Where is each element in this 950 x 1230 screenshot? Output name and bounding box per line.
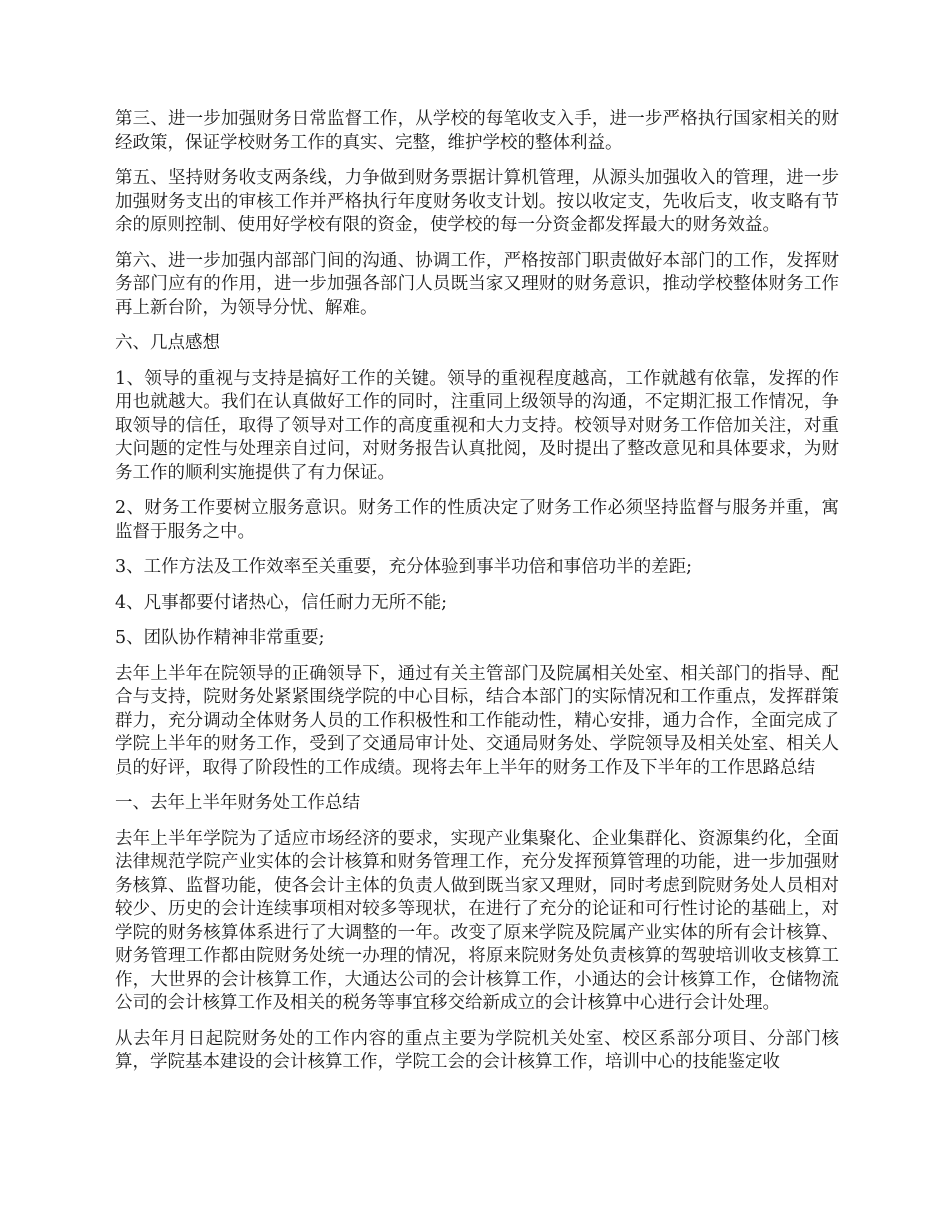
paragraph-item-5: 第五、坚持财务收支两条线，力争做到财务票据计算机管理，从源头加强收入的管理，进一步加强财务支出的审核工作并严格执行年度财务收支计划。按以收定支，先收后支，收支略有节余的原则控制、使用好学校有限的资金，使学校的每一分资金都发挥最大的财务效益。 (115, 168, 839, 235)
paragraph-item-3: 第三、进一步加强财务日常监督工作，从学校的每笔收支入手，进一步严格执行国家相关的财经政策，保证学校财务工作的真实、完整，维护学校的整体利益。 (115, 109, 839, 153)
work-content-paragraph: 从去年月日起院财务处的工作内容的重点主要为学院机关处室、校区系部分项目、分部门核算，学院基本建设的会计核算工作，学院工会的会计核算工作，培训中心的技能鉴定收 (115, 1028, 839, 1072)
reflection-item-1: 1、领导的重视与支持是搞好工作的关键。领导的重视程度越高，工作就越有依靠，发挥的作用也就越大。我们在认真做好工作的同时，注重同上级领导的沟通，不定期汇报工作情况，争取领导的信任，取得了领导对工作的高度重视和大力支持。校领导对财务工作倍加关注，对重大问题的定性与处理亲自过问，对财务报告认真批阅，及时提出了整改意见和具体要求，为财务工作的顺利实施提供了有力保证。 (115, 368, 839, 483)
section-heading-reflections: 六、几点感想 (115, 333, 220, 353)
reflection-item-2: 2、财务工作要树立服务意识。财务工作的性质决定了财务工作必须坚持监督与服务并重，寓监督于服务之中。 (115, 498, 839, 542)
summary-paragraph: 去年上半年学院为了适应市场经济的要求，实现产业集聚化、企业集群化、资源集约化，全面法律规范学院产业实体的会计核算和财务管理工作，充分发挥预算管理的功能，进一步加强财务核算、监督功能，使各会计主体的负责人做到既当家又理财，同时考虑到院财务处人员相对较少、历史的会计连续事项相对较多等现状，在进行了充分的论证和可行性讨论的基础上，对学院的财务核算体系进行了大调整的一年。改变了原来学院及院属产业实体的所有会计核算、财务管理工作都由院财务处统一办理的情况，将原来院财务处负责核算的驾驶培训收支核算工作，大世界的会计核算工作，大通达公司的会计核算工作，小通达的会计核算工作，仓储物流公司的会计核算工作及相关的税务等事宜移交给新成立的会计核算中心进行会计处理。 (115, 828, 839, 1013)
intro-paragraph: 去年上半年在院领导的正确领导下，通过有关主管部门及院属相关处室、相关部门的指导、配合与支持，院财务处紧紧围绕学院的中心目标，结合本部门的实际情况和工作重点，发挥群策群力，充分调动全体财务人员的工作积极性和工作能动性，精心安排，通力合作，全面完成了学院上半年的财务工作，受到了交通局审计处、交通局财务处、学院领导及相关处室、相关人员的好评，取得了阶段性的工作成绩。现将去年上半年的财务工作及下半年的工作思路总结 (115, 663, 839, 778)
reflection-item-4: 4、凡事都要付诸热心，信任耐力无所不能; (115, 592, 448, 613)
document-body (115, 108, 839, 1087)
reflection-item-3: 3、工作方法及工作效率至关重要，充分体验到事半功倍和事倍功半的差距; (115, 557, 693, 577)
paragraph-item-6: 第六、进一步加强内部部门间的沟通、协调工作，严格按部门职责做好本部门的工作，发挥财务部门应有的作用，进一步加强各部门人员既当家又理财的财务意识，推动学校整体财务工作再上新台阶，为领导分忧、解难。 (115, 250, 839, 318)
reflection-item-5: 5、团队协作精神非常重要; (115, 628, 325, 648)
section-heading-summary: 一、去年上半年财务处工作总结 (115, 793, 360, 813)
